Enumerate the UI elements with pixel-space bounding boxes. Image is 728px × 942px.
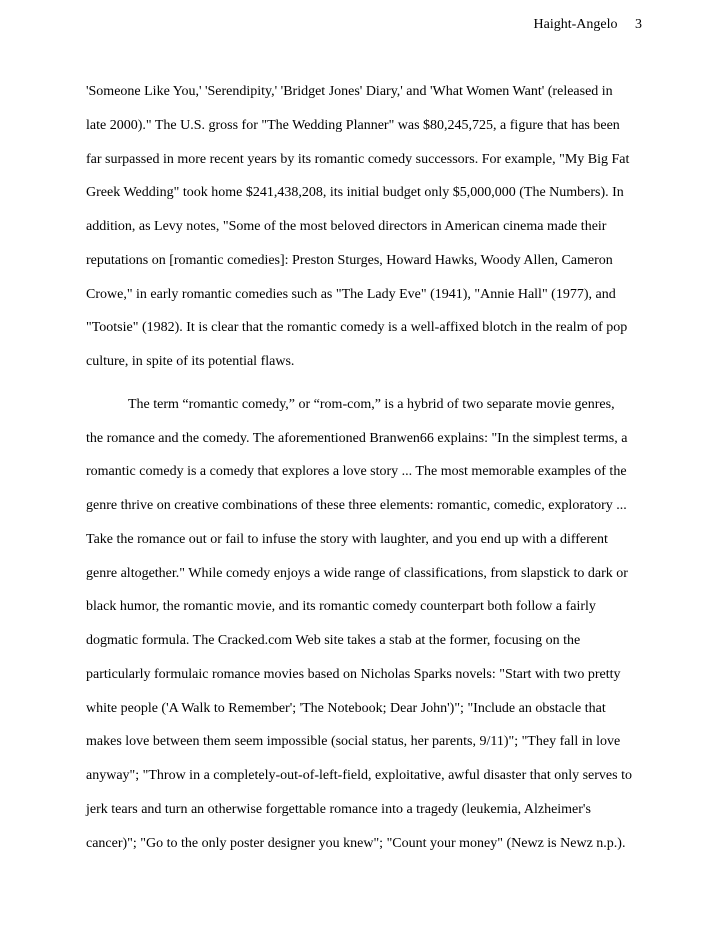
- text-line: genre thrive on creative combinations of these three elements: romantic, comedic, exploratory ...: [86, 498, 627, 513]
- text-line: Crowe," in early romantic comedies such as "The Lady Eve" (1941), "Annie Hall" (1977), and: [86, 286, 616, 302]
- text-line: far surpassed in more recent years by its romantic comedy successors. For example, "My Big Fat: [86, 151, 630, 167]
- text-line: cancer)"; "Go to the only poster designer you knew"; "Count your money" (Newz is Newz n.p.).: [86, 835, 626, 851]
- text-line: anyway"; "Throw in a completely-out-of-left-field, exploitative, awful disaster that only serves to: [86, 768, 632, 783]
- text-line: genre altogether." While comedy enjoys a wide range of classifications, from slapstick to dark or: [86, 565, 628, 581]
- body-text: [86, 83, 656, 868]
- text-line: particularly formulaic romance movies based on Nicholas Sparks novels: "Start with two pretty: [86, 666, 621, 682]
- text-line: late 2000)." The U.S. gross for "The Wedding Planner" was $80,245,725, a figure that has been: [86, 117, 620, 133]
- text-line: Take the romance out or fail to infuse the story with laughter, and you end up with a different: [86, 531, 608, 547]
- paragraph-2: [86, 396, 656, 869]
- text-line: makes love between them seem impossible (social status, her parents, 9/11)"; "They fall in love: [86, 734, 621, 750]
- paragraph-1: [86, 83, 656, 387]
- text-line: 'Someone Like You,' 'Serendipity,' 'Bridget Jones' Diary,' and 'What Women Want' (released in: [86, 84, 613, 99]
- text-line: reputations on [romantic comedies]: Preston Sturges, Howard Hawks, Woody Allen, Cameron: [86, 252, 613, 268]
- text-line: addition, as Levy notes, "Some of the most beloved directors in American cinema made their: [86, 219, 607, 234]
- text-line: The term “romantic comedy,” or “rom-com,” is a hybrid of two separate movie genres,: [128, 396, 615, 412]
- header-page-number: 3: [635, 17, 642, 32]
- text-line: romantic comedy is a comedy that explores a love story ... The most memorable examples of the: [86, 464, 627, 480]
- text-line: dogmatic formula. The Cracked.com Web site takes a stab at the former, focusing on the: [86, 633, 581, 648]
- text-line: culture, in spite of its potential flaws.: [86, 354, 295, 369]
- running-header: [534, 16, 642, 34]
- text-line: Greek Wedding" took home $241,438,208, its initial budget only $5,000,000 (The Numbers). In: [86, 185, 624, 201]
- paragraph-gap: [86, 387, 656, 396]
- text-line: black humor, the romantic movie, and its romantic comedy counterpart both follow a fairly: [86, 599, 596, 615]
- text-line: the romance and the comedy. The aforementioned Branwen66 explains: "In the simplest terms, a: [86, 430, 628, 446]
- header-author: Haight-Angelo: [533, 17, 618, 32]
- text-line: "Tootsie" (1982). It is clear that the romantic comedy is a well-affixed blotch in the realm of pop: [86, 320, 628, 336]
- text-line: white people ('A Walk to Remember'; 'The Notebook; Dear John')"; "Include an obstacle that: [86, 700, 606, 716]
- text-line: jerk tears and turn an otherwise forgettable romance into a tragedy (leukemia, Alzheimer's: [86, 801, 591, 817]
